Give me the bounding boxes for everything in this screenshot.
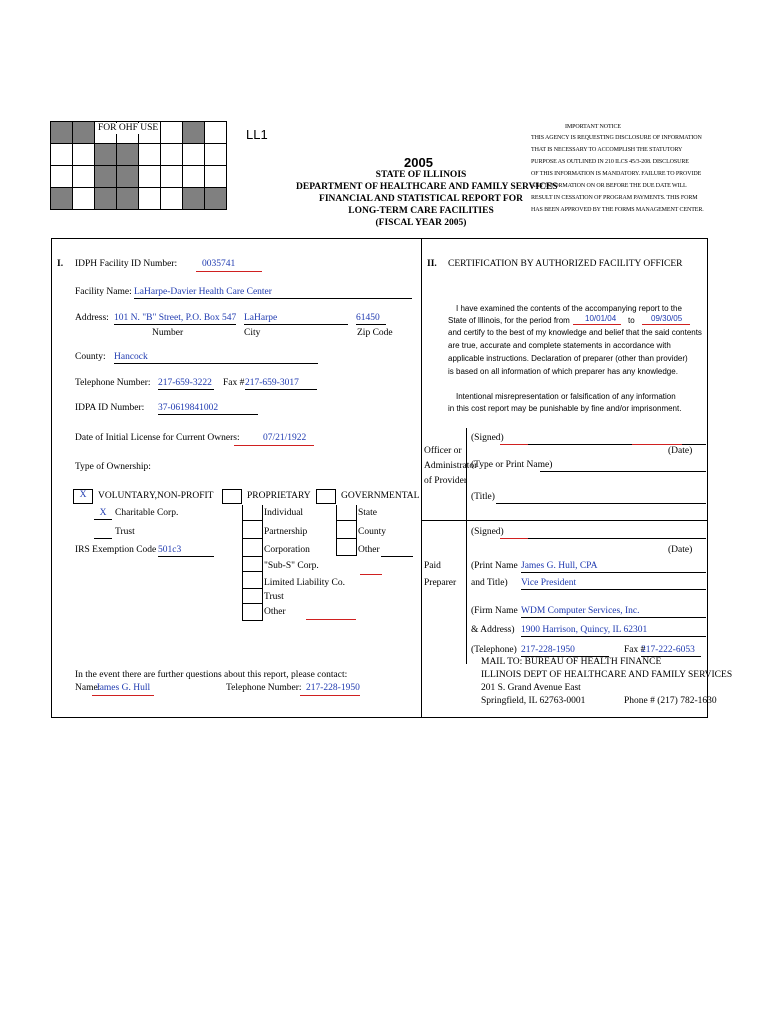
period-from[interactable]: 10/01/04: [585, 314, 617, 323]
certification-title: CERTIFICATION BY AUTHORIZED FACILITY OFFICER: [448, 259, 683, 269]
warning-line-2: in this cost report may be punishable by fine and/or imprisonment.: [448, 404, 682, 413]
proprietary-checkbox[interactable]: [222, 489, 242, 504]
charitable-label: Charitable Corp.: [115, 508, 179, 518]
irs-code-label: IRS Exemption Code: [75, 545, 157, 555]
number-caption: Number: [152, 328, 184, 338]
section-2-number: II.: [427, 259, 437, 269]
governmental-options-box: [336, 505, 357, 556]
preparer-fax-label: Fax #: [624, 645, 646, 655]
fax-label: Fax #: [223, 378, 245, 388]
contact-phone-underline: [300, 695, 360, 696]
voluntary-checkbox[interactable]: X: [73, 489, 93, 504]
preparer-signature-line[interactable]: [500, 538, 706, 539]
prop-option-individual: Individual: [264, 508, 304, 518]
preparer-signed-label: (Signed): [471, 527, 504, 537]
prop-other-underline: [306, 619, 356, 620]
preparer-date-label: (Date): [668, 545, 693, 555]
firm-address-value[interactable]: 1900 Harrison, Quincy, IL 62301: [521, 625, 706, 637]
idpa-value[interactable]: 37-0619841002: [158, 403, 258, 415]
section-divider: [421, 238, 422, 717]
mail-to-line-4: Springfield, IL 62763-0001: [481, 696, 586, 706]
gov-other-underline: [381, 556, 413, 557]
preparer-name-value[interactable]: James G. Hull, CPA: [521, 561, 706, 573]
period-from-underline: [573, 324, 621, 325]
facility-name-value[interactable]: LaHarpe-Davier Health Care Center: [134, 287, 412, 299]
county-label: County:: [75, 352, 106, 362]
trust-label: Trust: [115, 527, 135, 537]
charitable-checkbox[interactable]: X: [94, 508, 112, 520]
firm-name-value[interactable]: WDM Computer Services, Inc.: [521, 606, 706, 618]
gov-option-state: State: [358, 508, 377, 518]
report-subtitle: LONG-TERM CARE FACILITIES: [348, 206, 494, 216]
county-value[interactable]: Hancock: [114, 352, 318, 364]
gov-option-other: Other: [358, 545, 380, 555]
report-title: FINANCIAL AND STATISTICAL REPORT FOR: [319, 194, 523, 204]
prop-option-partnership: Partnership: [264, 527, 308, 537]
cert-line-6: is based on all information of which preparer has any knowledge.: [448, 367, 678, 376]
address-zip[interactable]: 61450: [356, 313, 386, 325]
officer-preparer-divider: [421, 520, 707, 521]
preparer-telephone-label: (Telephone): [471, 645, 517, 655]
governmental-checkbox[interactable]: [316, 489, 336, 504]
prop-option-trust: Trust: [264, 592, 284, 602]
period-to-underline: [642, 324, 690, 325]
prop-option-corporation: Corporation: [264, 545, 310, 555]
officer-label-3: of Provider: [424, 476, 468, 486]
officer-title-line[interactable]: [496, 503, 706, 504]
officer-date-mark: [632, 444, 682, 445]
officer-name-line[interactable]: [540, 471, 706, 472]
contact-instruction: In the event there are further questions about this report, please contact:: [75, 670, 348, 680]
mail-to-line-2: ILLINOIS DEPT OF HEALTHCARE AND FAMILY SERVICES: [481, 670, 733, 680]
trust-checkbox[interactable]: [94, 538, 112, 539]
contact-phone-label: Telephone Number:: [226, 683, 302, 693]
officer-signature-mark: [500, 444, 528, 445]
notice-line: HAS BEEN APPROVED BY THE FORMS MANAGEMENT CENTER.: [531, 207, 704, 213]
proprietary-options-box: [242, 505, 263, 621]
proprietary-label: PROPRIETARY: [247, 491, 311, 501]
cert-line-3: and certify to the best of my knowledge and belief that the said contents: [448, 328, 702, 337]
paid-label: Paid: [424, 561, 441, 571]
notice-title: IMPORTANT NOTICE: [565, 124, 621, 130]
license-date-value[interactable]: 07/21/1922: [263, 433, 307, 443]
state-name: STATE OF ILLINOIS: [375, 170, 467, 180]
section-1-number: I.: [57, 259, 64, 269]
voluntary-label: VOLUNTARY,NON-PROFIT: [98, 491, 214, 501]
fiscal-year: (FISCAL YEAR 2005): [375, 218, 467, 228]
cert-line-2: State of Illinois, for the period from: [448, 316, 570, 325]
report-year: 2005: [404, 155, 433, 170]
city-caption: City: [244, 328, 261, 338]
contact-name-label: Name:: [75, 683, 101, 693]
preparer-print-name-label: (Print Name: [471, 561, 518, 571]
license-date-underline: [234, 445, 314, 446]
zip-caption: Zip Code: [357, 328, 393, 338]
notice-line: THAT IS NECESSARY TO ACCOMPLISH THE STATUTORY: [531, 147, 683, 153]
period-to-label: to: [628, 316, 635, 325]
preparer-fax-value[interactable]: 217-222-6053: [641, 645, 701, 657]
mail-to-line-3: 201 S. Grand Avenue East: [481, 683, 581, 693]
officer-title-label: (Title): [471, 492, 495, 502]
firm-address-label: & Address): [471, 625, 515, 635]
ohf-use-grid: [50, 121, 227, 210]
prop-option-sub-s: "Sub-S" Corp.: [264, 561, 319, 571]
officer-label-1: Officer or: [424, 446, 462, 456]
form-code: LL1: [246, 127, 268, 142]
notice-line: PURPOSE AS OUTLINED IN 210 ILCS 45/3-208. DISCLOSURE: [531, 159, 689, 165]
idpa-label: IDPA ID Number:: [75, 403, 145, 413]
contact-name-value[interactable]: James G. Hull: [96, 683, 151, 693]
telephone-value[interactable]: 217-659-3222: [158, 378, 214, 390]
officer-label-2: Administrator: [424, 461, 478, 471]
cert-line-4: are true, accurate and complete statements in accordance with: [448, 341, 671, 350]
telephone-label: Telephone Number:: [75, 378, 151, 388]
officer-signed-label: (Signed): [471, 433, 504, 443]
idph-label: IDPH Facility ID Number:: [75, 259, 178, 269]
preparer-telephone-value[interactable]: 217-228-1950: [521, 645, 609, 657]
notice-line: OF THIS INFORMATION IS MANDATORY. FAILURE TO PROVIDE: [531, 171, 702, 177]
idph-value[interactable]: 0035741: [202, 259, 236, 269]
mail-phone: Phone # (217) 782-1630: [624, 696, 717, 706]
cert-line-1: I have examined the contents of the accompanying report to the: [456, 304, 682, 313]
warning-line-1: Intentional misrepresentation or falsification of any information: [456, 392, 676, 401]
preparer-label: Preparer: [424, 578, 457, 588]
prop-option-other: Other: [264, 607, 286, 617]
gov-option-county: County: [358, 527, 386, 537]
for-ohf-use-label: FOR OHF USE: [98, 123, 159, 133]
notice-line: RESULT IN CESSATION OF PROGRAM PAYMENTS. THIS FORM: [531, 195, 698, 201]
gov-red-mark: [360, 574, 382, 575]
contact-name-underline: [92, 695, 154, 696]
notice-line: THIS AGENCY IS REQUESTING DISCLOSURE OF INFORMATION: [531, 135, 702, 141]
address-label: Address:: [75, 313, 109, 323]
facility-name-label: Facility Name:: [75, 287, 132, 297]
prop-option-llc: Limited Liability Co.: [264, 578, 346, 588]
period-to[interactable]: 09/30/05: [651, 314, 683, 323]
ownership-label: Type of Ownership:: [75, 462, 151, 472]
idph-underline: [196, 271, 262, 272]
preparer-title-value[interactable]: Vice President: [521, 578, 706, 590]
notice-line: ANY INFORMATION ON OR BEFORE THE DUE DATE WILL: [531, 183, 687, 189]
address-city[interactable]: LaHarpe: [244, 313, 348, 325]
cert-line-5: applicable instructions. Declaration of preparer (other than provider): [448, 354, 688, 363]
department-name: DEPARTMENT OF HEALTHCARE AND FAMILY SERVICES: [296, 182, 558, 192]
and-title-label: and Title): [471, 578, 508, 588]
irs-code-value[interactable]: 501c3: [158, 545, 214, 557]
governmental-label: GOVERNMENTAL: [341, 491, 420, 501]
officer-date-label: (Date): [668, 446, 693, 456]
preparer-signature-mark: [500, 538, 528, 539]
address-street[interactable]: 101 N. "B" Street, P.O. Box 547: [114, 313, 237, 323]
firm-name-label: (Firm Name: [471, 606, 518, 616]
fax-value[interactable]: 217-659-3017: [245, 378, 317, 390]
mail-to-line-1: MAIL TO: BUREAU OF HEALTH FINANCE: [481, 657, 662, 667]
officer-print-name-label: (Type or Print Name): [471, 460, 553, 470]
contact-phone-value[interactable]: 217-228-1950: [306, 683, 360, 693]
license-date-label: Date of Initial License for Current Owners:: [75, 433, 240, 443]
